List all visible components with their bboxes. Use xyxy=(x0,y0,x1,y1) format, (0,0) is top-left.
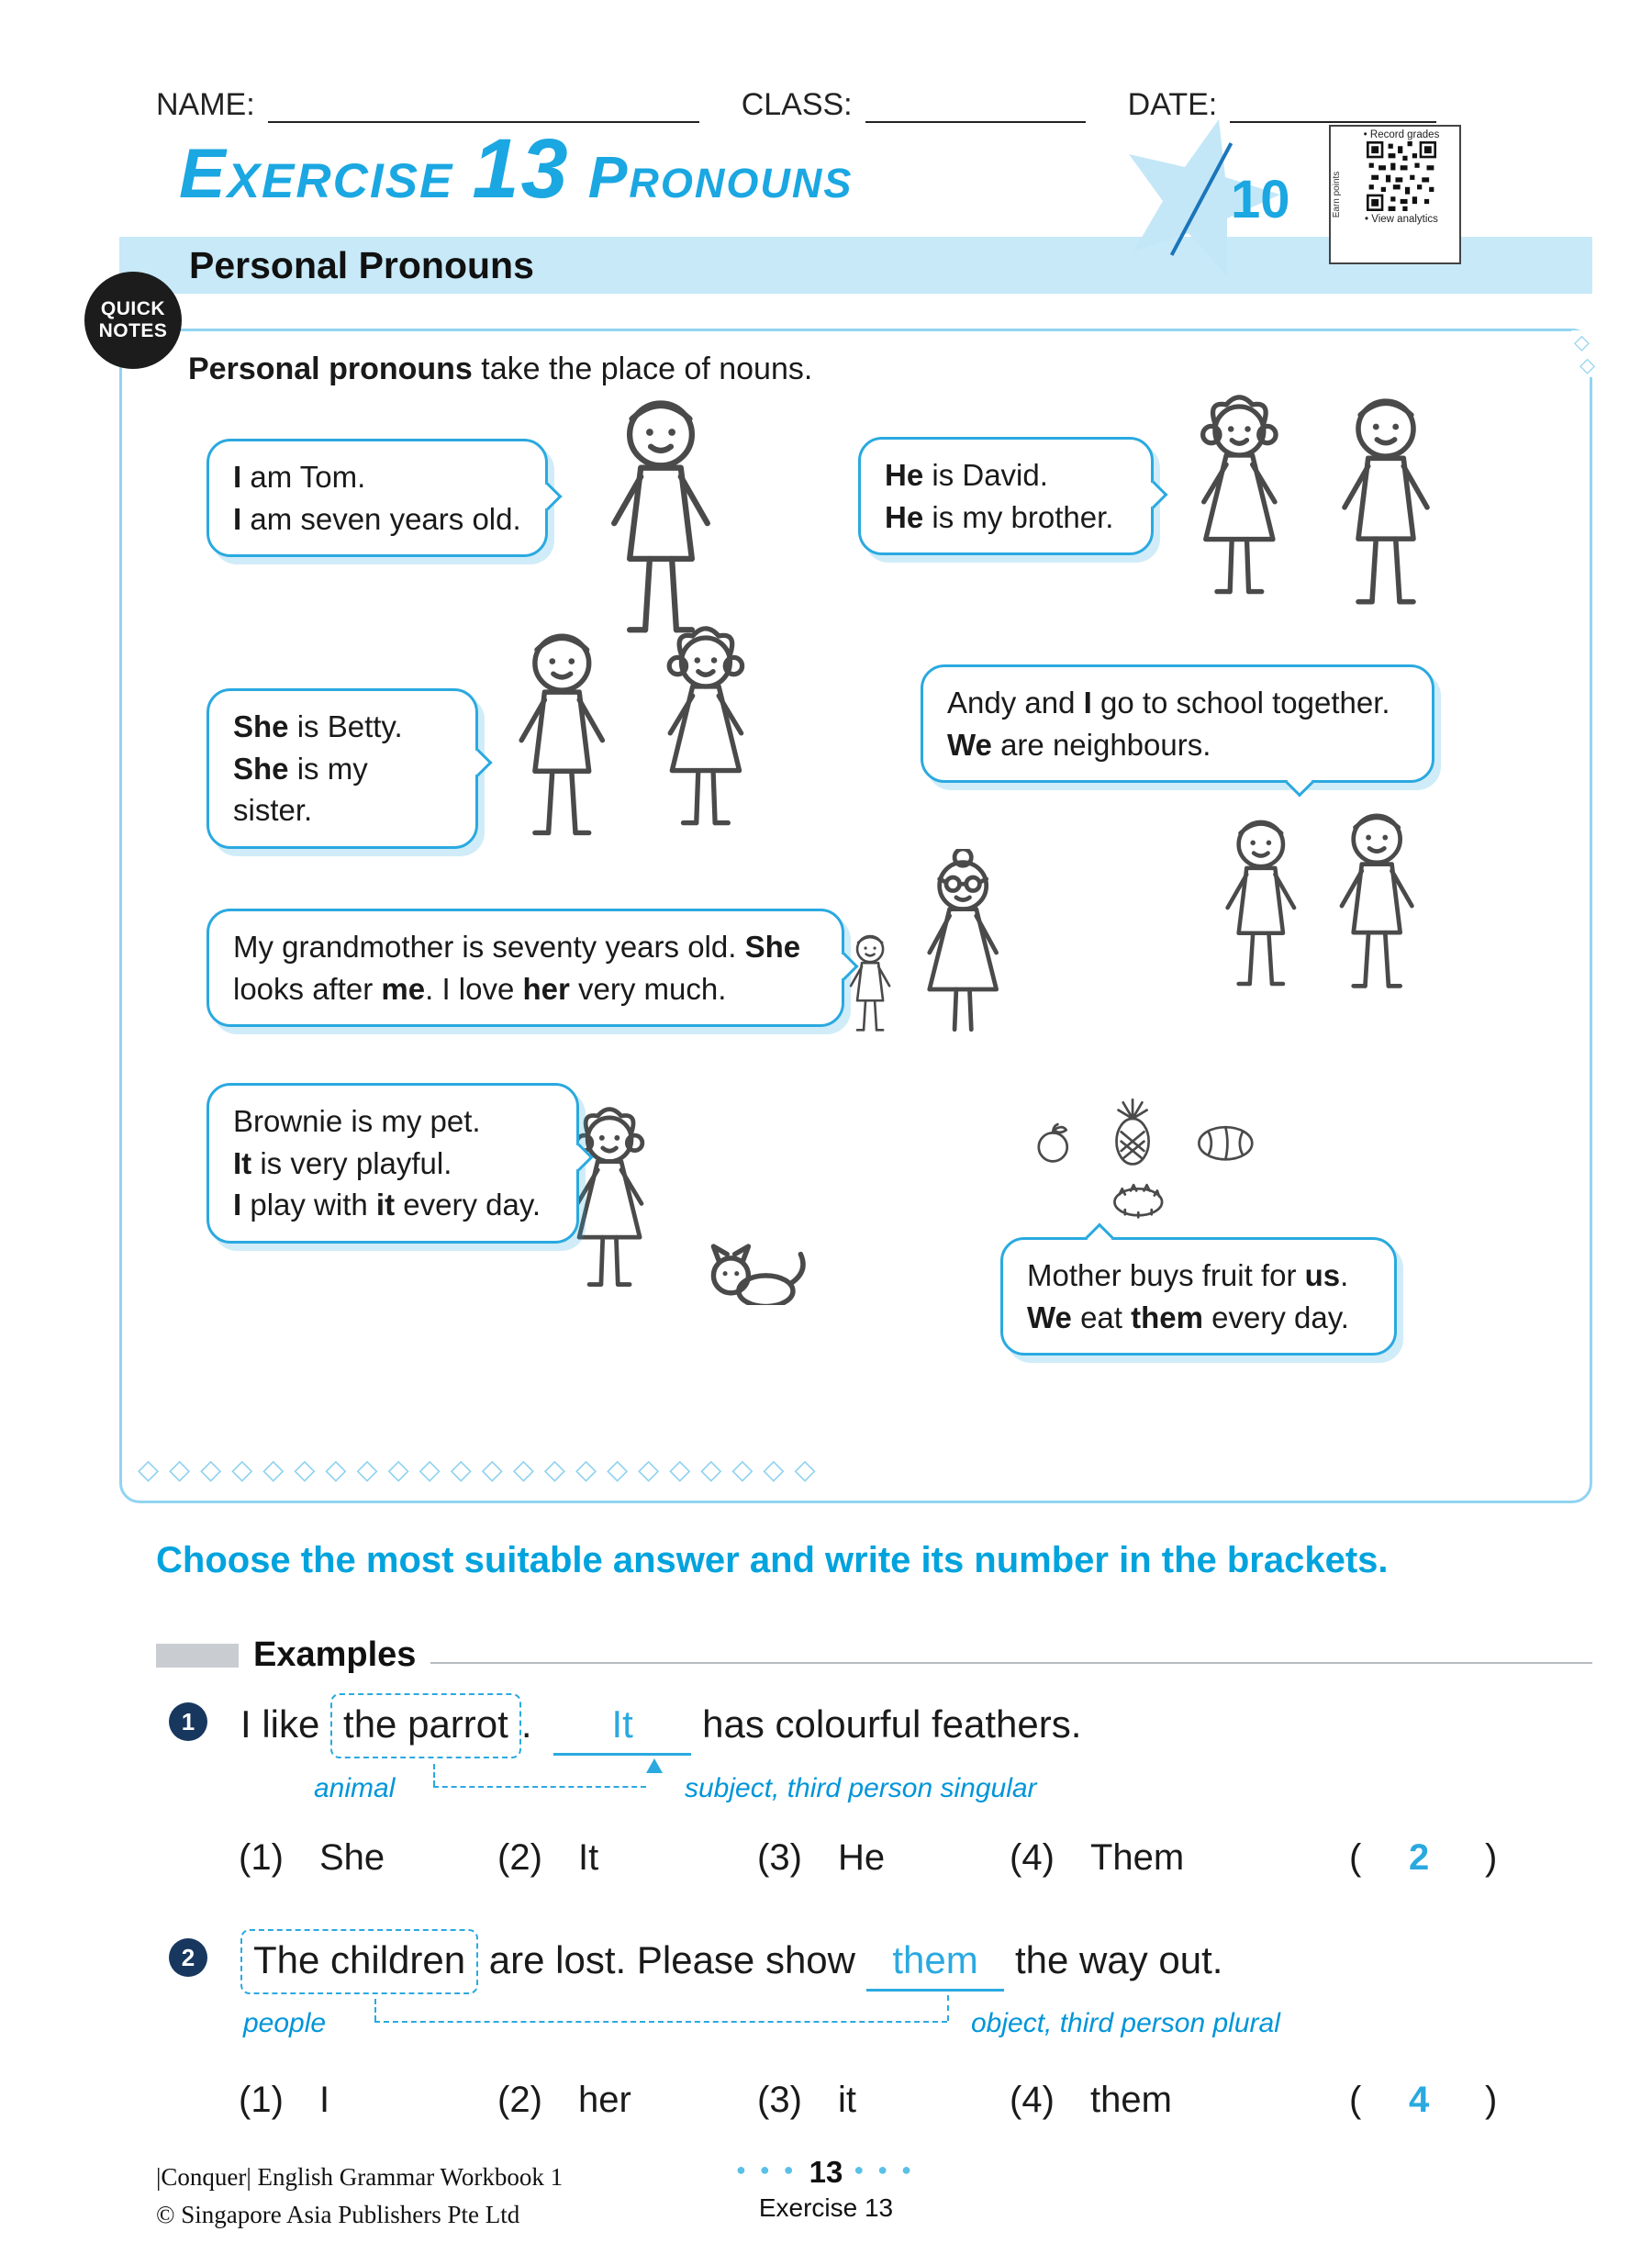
option-label: her xyxy=(578,2080,631,2120)
exercise-title xyxy=(179,121,853,218)
page-footer-center xyxy=(0,2155,1652,2223)
bubble-text: am seven years old. xyxy=(241,501,521,536)
example-2-box-label: people xyxy=(243,2008,327,2038)
exercise-word: Exercise xyxy=(179,135,454,213)
example-1-box-label: animal xyxy=(314,1773,396,1803)
pronoun-bold: I xyxy=(233,501,242,536)
bubble-text: Brownie is my pet. xyxy=(233,1104,481,1138)
exercise-topic: Pronouns xyxy=(587,144,854,210)
answer-bracket-open: ( xyxy=(1349,2080,1362,2120)
option-number: (1) xyxy=(239,1837,284,1878)
imprint-line2: © Singapore Asia Publishers Pte Ltd xyxy=(156,2200,520,2228)
bubble-line xyxy=(233,748,452,831)
illustration-boy-and-betty xyxy=(500,617,776,837)
pronoun-bold: I xyxy=(233,1188,242,1222)
bubble-text: eat xyxy=(1071,1300,1132,1334)
corner-diamonds-decoration: ◇ ◇ xyxy=(1571,330,1598,377)
illustration-girl-and-cat xyxy=(549,1106,815,1305)
bubble-line xyxy=(233,1184,553,1226)
option-number: (2) xyxy=(497,1837,542,1878)
pronoun-bold: She xyxy=(233,709,289,743)
date-label: DATE: xyxy=(1127,87,1218,122)
example-1-annotations xyxy=(156,1773,1597,1828)
footer-exercise-label: Exercise 13 xyxy=(758,2193,894,2222)
page-number-row xyxy=(0,2155,1652,2190)
example-2-answer-blank[interactable]: them xyxy=(866,1931,1004,1992)
notes-intro xyxy=(188,351,812,387)
qr-top-label: • Record grades xyxy=(1363,129,1440,140)
example-1-blank-label: subject, third person singular xyxy=(685,1773,1037,1803)
example-2-noun-box: The children xyxy=(240,1929,478,1994)
bubble-text: very much. xyxy=(569,971,727,1006)
example-1-answer-blank[interactable]: It xyxy=(553,1695,691,1756)
answer-bracket-close: ) xyxy=(1485,1837,1498,1878)
option-number: (2) xyxy=(497,2080,542,2120)
bubble-line xyxy=(233,1143,553,1185)
illustration-fruits xyxy=(1017,1094,1301,1236)
quick-notes-badge xyxy=(84,272,182,369)
bubble-line xyxy=(233,1100,553,1143)
pronoun-bold: She xyxy=(744,930,801,964)
example-2-text-afterbox: are lost. Please show xyxy=(478,1938,855,1981)
answer-bracket-close: ) xyxy=(1485,2080,1498,2120)
examples-heading-label: Examples xyxy=(253,1635,417,1674)
bubble-text: looks after xyxy=(233,971,382,1006)
exercise-number: 13 xyxy=(472,122,570,216)
option-number: (1) xyxy=(239,2080,284,2120)
class-write-line[interactable] xyxy=(865,88,1086,123)
option-label: She xyxy=(319,1837,385,1878)
example-1-text-pre: I like xyxy=(240,1702,331,1746)
bubble-text: is my sister. xyxy=(233,751,368,828)
speech-bubble-grandmother xyxy=(206,909,844,1027)
name-write-line[interactable] xyxy=(268,88,699,123)
option-number: (4) xyxy=(1010,1837,1055,1878)
bubble-text: is my brother. xyxy=(923,499,1114,534)
bubble-text: . xyxy=(1340,1258,1349,1292)
pronoun-bold: it xyxy=(375,1188,396,1222)
speech-bubble-betty xyxy=(206,688,478,849)
speech-bubble-brownie xyxy=(206,1083,579,1244)
pronoun-bold: them xyxy=(1131,1300,1203,1334)
bubble-text: am Tom. xyxy=(241,460,366,494)
bubble-line xyxy=(1027,1255,1370,1297)
bubble-line xyxy=(233,926,818,1010)
example-2-options xyxy=(156,2080,1597,2135)
class-label: CLASS: xyxy=(741,87,853,122)
option-number: (4) xyxy=(1010,2080,1055,2120)
example-1-text-afterbox: . xyxy=(520,1702,543,1746)
examples-heading-bar xyxy=(156,1644,239,1668)
bubble-text: play with xyxy=(241,1188,376,1222)
pronoun-bold: I xyxy=(233,460,242,494)
dashed-connector-vertical xyxy=(433,1764,435,1786)
speech-bubble-andy xyxy=(921,664,1434,783)
bubble-text: . I love xyxy=(425,971,523,1006)
example-1-number-badge: 1 xyxy=(169,1702,207,1741)
illustration-boy-tom xyxy=(592,390,730,634)
pronoun-bold: It xyxy=(233,1145,252,1180)
notes-intro-rest: take the place of nouns. xyxy=(472,351,813,386)
answer-bracket-open: ( xyxy=(1349,1837,1362,1878)
option-label: Them xyxy=(1090,1837,1185,1878)
dashed-connector-vertical xyxy=(374,1999,376,2021)
dashed-connector-horizontal xyxy=(374,2021,947,2023)
qr-bottom-label: • View analytics xyxy=(1365,214,1438,225)
option-label: I xyxy=(319,2080,330,2120)
examples-heading xyxy=(156,1635,1592,1675)
qr-panel xyxy=(1329,125,1461,264)
imprint-line1: |Conquer| English Grammar Workbook 1 xyxy=(156,2163,564,2191)
bubble-text: go to school together. xyxy=(1091,686,1390,720)
up-arrow-icon xyxy=(646,1758,663,1773)
pronoun-bold: She xyxy=(233,751,289,786)
option-label: it xyxy=(838,2080,856,2120)
bubble-line xyxy=(947,682,1408,724)
bubble-text: is David. xyxy=(923,458,1048,492)
dashed-connector-vertical xyxy=(947,1995,949,2021)
example-1-text-post: has colourful feathers. xyxy=(702,1702,1082,1746)
option-number: (3) xyxy=(757,2080,802,2120)
examples-heading-rule xyxy=(430,1662,1592,1664)
bubble-text: are neighbours. xyxy=(991,727,1211,762)
pronoun-bold: He xyxy=(885,458,924,492)
speech-bubble-tom xyxy=(206,439,548,557)
example-2-sentence xyxy=(156,1929,1597,1994)
illustration-girl-and-david xyxy=(1179,385,1455,606)
section-title: Personal Pronouns xyxy=(189,243,534,286)
notes-intro-bold: Personal pronouns xyxy=(188,351,473,386)
diamond-row-decoration: ◇◇◇◇◇◇◇◇◇◇◇◇◇◇◇◇◇◇◇◇◇◇ xyxy=(138,1455,826,1485)
bubble-line xyxy=(947,724,1408,766)
header-row xyxy=(156,87,1551,123)
speech-bubble-fruit xyxy=(1000,1237,1397,1356)
bubble-text: is Betty. xyxy=(288,709,403,743)
speech-bubble-david xyxy=(858,437,1154,555)
example-1-noun-box: the parrot xyxy=(330,1693,521,1758)
bubble-line xyxy=(885,497,1127,539)
bubble-line xyxy=(1027,1297,1370,1339)
pronoun-bold: He xyxy=(885,499,924,534)
quick-notes-line2: NOTES xyxy=(98,320,168,341)
example-2-answer-number[interactable]: 4 xyxy=(1409,2080,1430,2120)
option-label: them xyxy=(1090,2080,1172,2120)
example-2-annotations xyxy=(156,2008,1597,2063)
example-1-answer-number[interactable]: 2 xyxy=(1409,1837,1430,1878)
instruction-text: Choose the most suitable answer and write its number in the brackets. xyxy=(156,1540,1389,1580)
example-1-options xyxy=(156,1837,1597,1892)
bubble-line xyxy=(233,706,452,748)
option-label: It xyxy=(578,1837,599,1878)
illustration-grandmother-and-child xyxy=(843,849,1040,1036)
example-2-text-post: the way out. xyxy=(1015,1938,1223,1981)
bubble-line xyxy=(233,498,521,541)
pronoun-bold: We xyxy=(1027,1300,1072,1334)
pronoun-bold: We xyxy=(947,727,992,762)
score-total: 10 xyxy=(1231,170,1290,229)
bubble-line xyxy=(885,454,1127,497)
dots-decoration: ● ● ● xyxy=(854,2160,916,2179)
bubble-line xyxy=(233,456,521,498)
bubble-text: Mother buys fruit for xyxy=(1027,1258,1305,1292)
score-widget[interactable] xyxy=(1097,112,1326,288)
dashed-connector-horizontal xyxy=(433,1786,646,1788)
bubble-text: Andy and xyxy=(947,686,1084,720)
option-number: (3) xyxy=(757,1837,802,1878)
bubble-text: My grandmother is seventy years old. xyxy=(233,930,745,964)
bubble-text: every day. xyxy=(1202,1300,1349,1334)
option-label: He xyxy=(838,1837,886,1878)
dots-decoration: ● ● ● xyxy=(736,2160,798,2179)
qr-code-icon xyxy=(1367,141,1436,211)
pronoun-bold: I xyxy=(1083,686,1092,720)
example-2-blank-label: object, third person plural xyxy=(971,2008,1280,2038)
example-1-sentence xyxy=(156,1693,1597,1758)
name-label: NAME: xyxy=(156,87,255,122)
pronoun-bold: us xyxy=(1304,1258,1341,1292)
qr-side-label: Earn points xyxy=(1332,171,1342,218)
pronoun-bold: me xyxy=(381,971,426,1006)
quick-notes-line1: QUICK xyxy=(100,297,166,319)
example-2-number-badge: 2 xyxy=(169,1938,207,1977)
page-number: 13 xyxy=(809,2155,843,2189)
bubble-text: every day. xyxy=(395,1188,541,1222)
bubble-text: is very playful. xyxy=(251,1145,452,1180)
pronoun-bold: her xyxy=(522,971,570,1006)
illustration-andy-and-friend xyxy=(1213,806,1434,993)
